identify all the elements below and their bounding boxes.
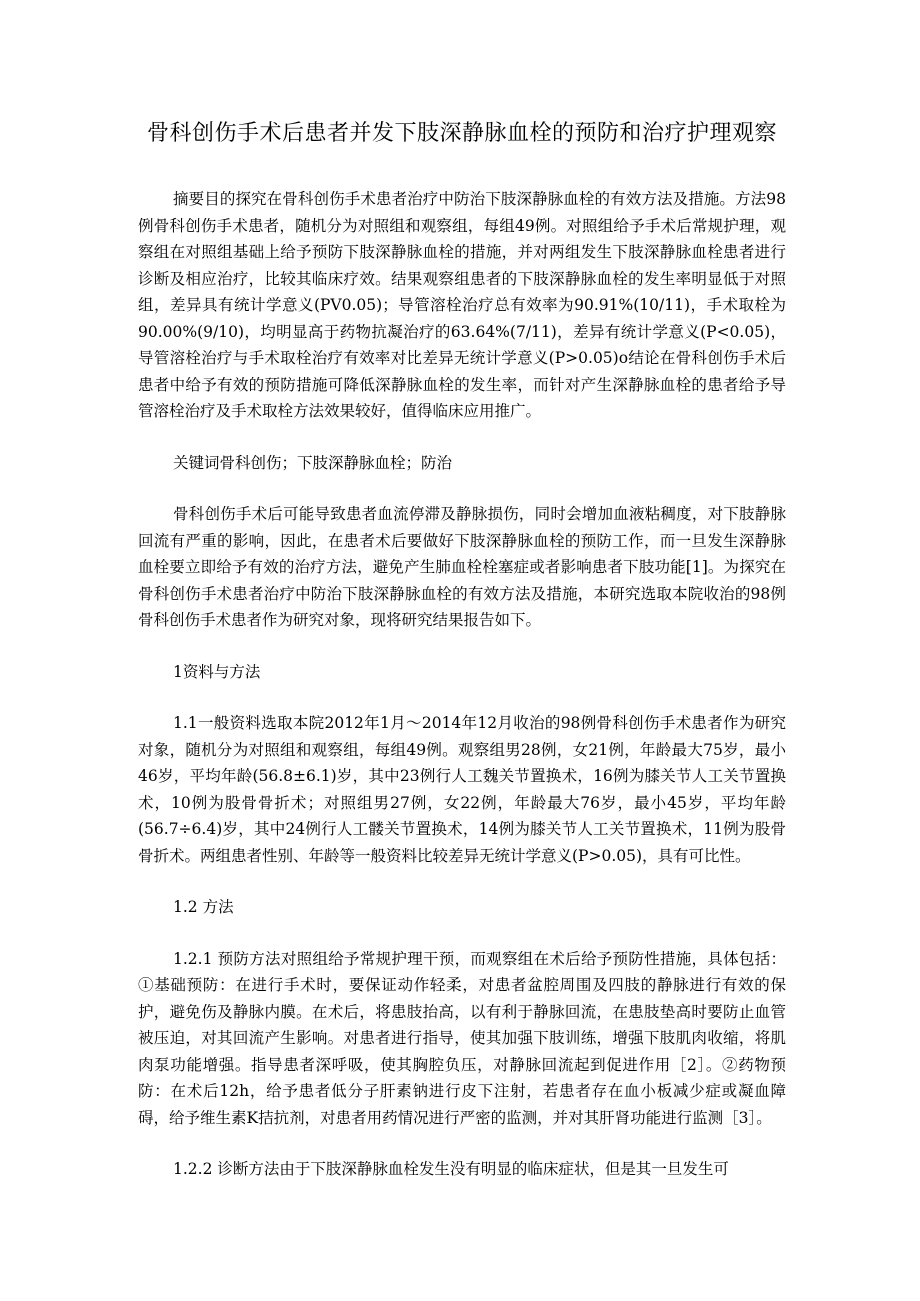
document-title: 骨科创伤手术后患者并发下肢深静脉血栓的预防和治疗护理观察 <box>146 121 777 146</box>
diagnosis-methods-paragraph: 1.2.2 诊断方法由于下肢深静脉血栓发生没有明显的临床症状，但是其一旦发生可 <box>173 1160 729 1178</box>
intro-paragraph: 骨科创伤手术后可能导致患者血流停滞及静脉损伤，同时会增加血液粘稠度，对下肢静脉回流有严重的影响，因此，在患者术后要做好下肢深静脉血栓的预防工作，而一旦发生深静脉血栓要立即给予有效的治疗方法，避免产生肺血栓栓塞症或者影响患者下肢功能[1]。为探究在骨科创伤手术患者治疗中防治下肢深静脉血栓的有效方法及措施，本研究选取本院收治的98例骨科创伤手术患者作为研究对象，现将研究结果报告如下。 <box>138 505 786 629</box>
keywords-paragraph: 关键词骨科创伤；下肢深静脉血栓；防治 <box>173 453 453 472</box>
abstract-paragraph: 摘要目的探究在骨科创伤手术患者治疗中防治下肢深静脉血栓的有效方法及措施。方法98例骨科创伤手术患者，随机分为对照组和观察组，每组49例。对照组给予手术后常规护理，观察组在对照组基础上给予预防下肢深静脉血栓的措施，并对两组发生下肢深静脉血栓患者进行诊断及相应治疗，比较其临床疗效。结果观察组患者的下肢深静脉血栓的发生率明显低于对照组，差异具有统计学意义(PV0.05)；导管溶栓治疗总有效率为90.91%(10/11)，手术取栓为90.00%(9/10)，均明显高于药物抗凝治疗的63.64%(7/11)，差异有统计学意义(P<0.05)，导管溶栓治疗与手术取栓治疗有效率对比差异无统计学意义(P>0.05)o结论在骨科创伤手术后患者中给予有效的预防措施可降低深静脉血栓的发生率，而针对产生深静脉血栓的患者给予导管溶栓治疗及手术取栓方法效果较好，值得临床应用推广。 <box>138 190 786 420</box>
general-data-paragraph: 1.1一般资料选取本院2012年1月～2014年12月收治的98例骨科创伤手术患者作为研究对象，随机分为对照组和观察组，每组49例。观察组男28例，女21例，年龄最大75岁，最小46岁，平均年龄(56.8±6.1)岁，其中23例行人工魏关节置换术，16例为膝关节人工关节置换术，10例为股骨骨折术；对照组男27例，女22例，年龄最大76岁，最小45岁，平均年龄(56.7÷6.4)岁，其中24例行人工髅关节置换术，14例为膝关节人工关节置换术，11例为股骨骨折术。两组患者性别、年龄等一般资料比较差异无统计学意义(P>0.05)，具有可比性。 <box>138 714 786 865</box>
document-page <box>138 118 786 1208</box>
section-heading-materials-methods: 1资料与方法 <box>173 662 261 681</box>
prevention-methods-paragraph: 1.2.1 预防方法对照组给予常规护理干预，而观察组在术后给予预防性措施，具体包括：①基础预防：在进行手术时，要保证动作轻柔，对患者盆腔周围及四肢的静脉进行有效的保护，避免伤及静脉内膜。在术后，将患肢抬高，以有利于静脉回流，在患肢垫高时要防止血管被压迫，对其回流产生影响。对患者进行指导，使其加强下肢训练，增强下肢肌肉收缩，将肌肉泵功能增强。指导患者深呼吸，使其胸腔负压，对静脉回流起到促进作用［2］。②药物预防：在术后12h，给予患者低分子肝素钠进行皮下注射，若患者存在血小板减少症或凝血障碍，给予维生素K拮抗剂，对患者用药情况进行严密的监测，并对其肝肾功能进行监测［3］。 <box>138 949 786 1127</box>
section-heading-methods: 1.2 方法 <box>173 898 234 916</box>
